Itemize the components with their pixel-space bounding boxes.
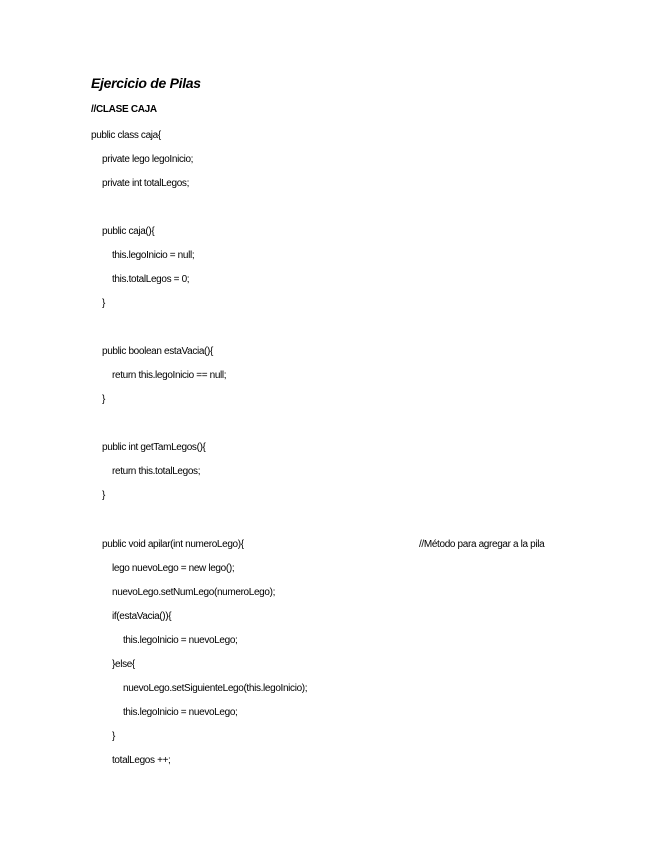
code-line: nuevoLego.setSiguienteLego(this.legoInicio); <box>123 683 308 694</box>
document-title: Ejercicio de Pilas <box>91 75 201 91</box>
code-line: } <box>112 731 115 742</box>
code-line: }else{ <box>112 659 135 670</box>
code-line: this.totalLegos = 0; <box>112 274 190 285</box>
code-line: this.legoInicio = null; <box>112 250 195 261</box>
code-line: public class caja{ <box>91 130 161 141</box>
code-line: public void apilar(int numeroLego){ <box>102 539 244 550</box>
code-line: this.legoInicio = nuevoLego; <box>123 635 238 646</box>
code-line: public int getTamLegos(){ <box>102 442 206 453</box>
code-line: totalLegos ++; <box>112 755 171 766</box>
class-comment: //CLASE CAJA <box>91 104 157 115</box>
code-line: if(estaVacia()){ <box>112 611 172 622</box>
code-line: return this.legoInicio == null; <box>112 370 227 381</box>
code-line: private lego legoInicio; <box>102 154 194 165</box>
code-line: private int totalLegos; <box>102 178 190 189</box>
code-line: this.legoInicio = nuevoLego; <box>123 707 238 718</box>
code-line: public caja(){ <box>102 226 155 237</box>
code-line: return this.totalLegos; <box>112 466 201 477</box>
code-line: lego nuevoLego = new lego(); <box>112 563 235 574</box>
code-line: } <box>102 490 105 501</box>
code-comment: //Método para agregar a la pila <box>419 539 545 550</box>
code-line: nuevoLego.setNumLego(numeroLego); <box>112 587 276 598</box>
code-line: public boolean estaVacia(){ <box>102 346 213 357</box>
code-line: } <box>102 394 105 405</box>
code-line: } <box>102 298 105 309</box>
